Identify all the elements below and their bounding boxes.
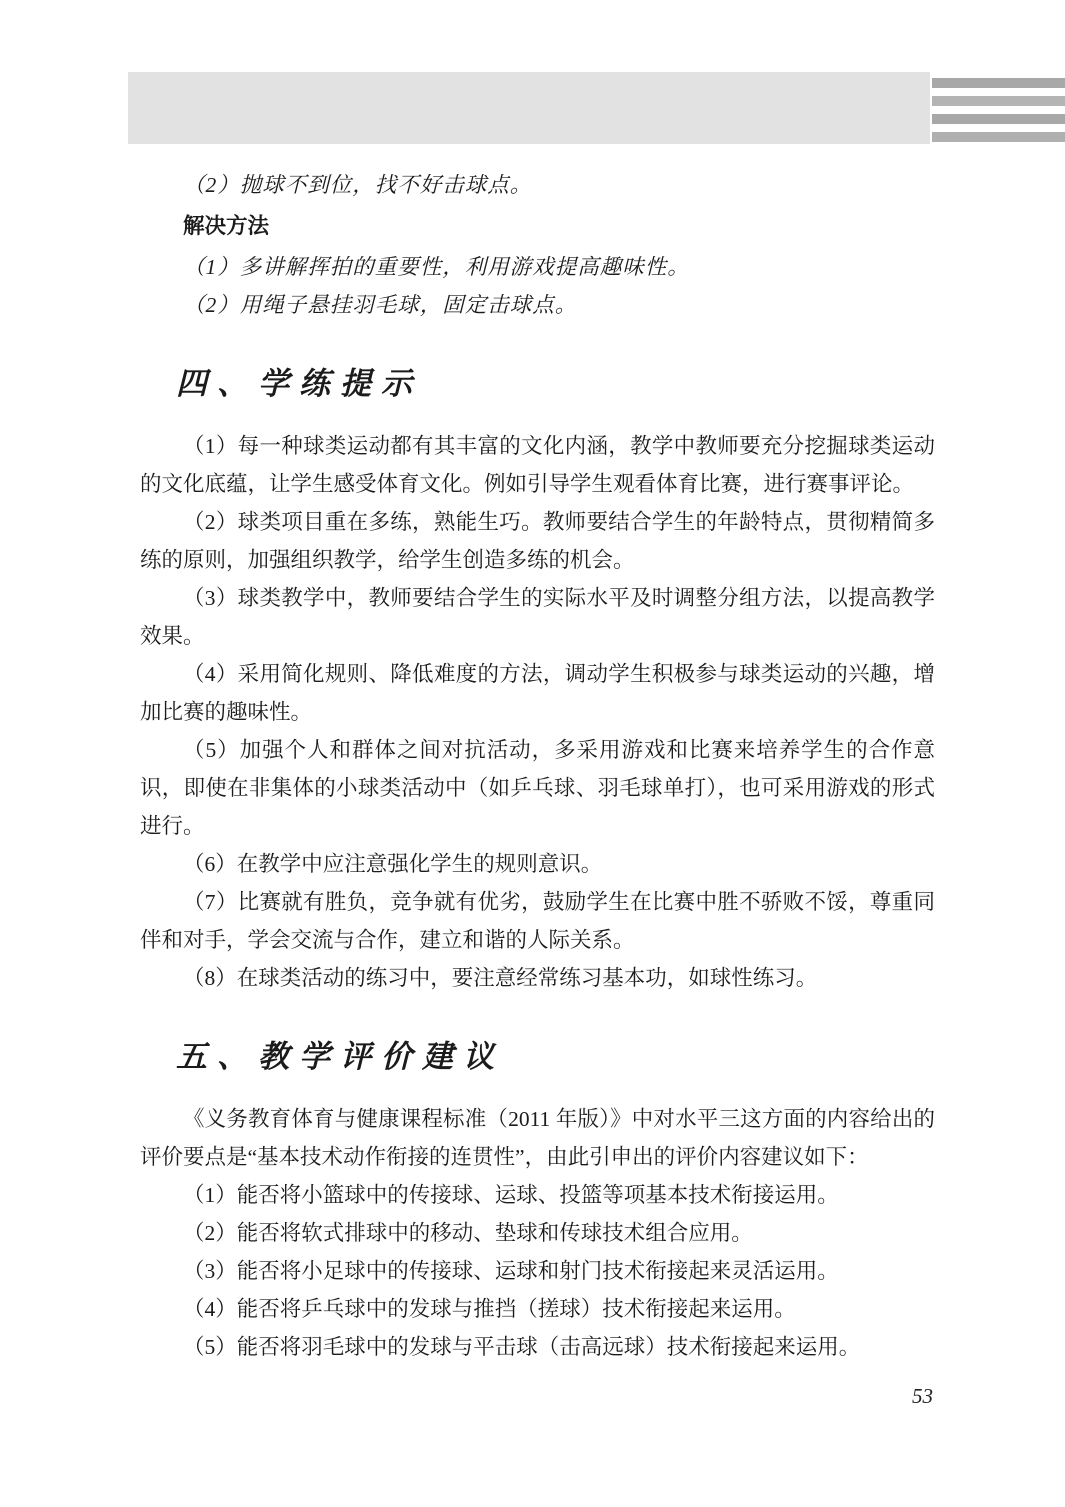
paragraph: （7）比赛就有胜负，竞争就有优劣，鼓励学生在比赛中胜不骄败不馁，尊重同伴和对手，学会交流与合作，建立和谐的人际关系。 — [140, 890, 935, 952]
stripe-line — [932, 96, 1065, 106]
list-item: （5）能否将羽毛球中的发球与平击球（击高远球）技术衔接起来运用。 — [183, 1335, 861, 1359]
paragraph: （2）球类项目重在多练，熟能生巧。教师要结合学生的年龄特点，贯彻精简多练的原则，加强组织教学，给学生创造多练的机会。 — [140, 510, 935, 572]
paragraph: （8）在球类活动的练习中，要注意经常练习基本功，如球性练习。 — [183, 966, 818, 990]
solution-item: （2）用绳子悬挂羽毛球，固定击球点。 — [183, 293, 578, 317]
header-stripes-decoration — [932, 78, 1065, 150]
stripe-line — [932, 132, 1065, 142]
stripe-line — [932, 114, 1065, 124]
paragraph: 《义务教育体育与健康课程标准（2011 年版）》中对水平三这方面的内容给出的评价要点是“基本技术动作衔接的连贯性”，由此引申出的评价内容建议如下： — [140, 1107, 935, 1169]
paragraph: （6）在教学中应注意强化学生的规则意识。 — [183, 852, 603, 876]
page-content — [140, 166, 935, 1366]
solution-label: 解决方法 — [183, 214, 270, 238]
problem-item: （2）抛球不到位，找不好击球点。 — [183, 173, 533, 197]
list-item: （2）能否将软式排球中的移动、垫球和传球技术组合应用。 — [183, 1221, 753, 1245]
solution-item: （1）多讲解挥拍的重要性，利用游戏提高趣味性。 — [183, 255, 690, 279]
paragraph: （4）采用简化规则、降低难度的方法，调动学生积极参与球类运动的兴趣，增加比赛的趣味性。 — [140, 662, 935, 724]
list-item: （4）能否将乒乓球中的发球与推挡（搓球）技术衔接起来运用。 — [183, 1297, 796, 1321]
paragraph: （1）每一种球类运动都有其丰富的文化内涵，教学中教师要充分挖掘球类运动的文化底蕴，让学生感受体育文化。例如引导学生观看体育比赛，进行赛事评论。 — [140, 434, 935, 496]
stripe-line — [932, 78, 1065, 88]
header-band — [128, 72, 930, 144]
section-heading-practice-tips: 四、学练提示 — [176, 366, 422, 401]
paragraph: （5）加强个人和群体之间对抗活动，多采用游戏和比赛来培养学生的合作意识，即使在非集体的小球类活动中（如乒乓球、羽毛球单打），也可采用游戏的形式进行。 — [140, 738, 935, 838]
section-heading-evaluation-suggestions: 五、教学评价建议 — [176, 1039, 504, 1074]
page-number: 53 — [912, 1384, 933, 1408]
list-item: （1）能否将小篮球中的传接球、运球、投篮等项基本技术衔接运用。 — [183, 1183, 839, 1207]
paragraph: （3）球类教学中，教师要结合学生的实际水平及时调整分组方法，以提高教学效果。 — [140, 586, 935, 648]
list-item: （3）能否将小足球中的传接球、运球和射门技术衔接起来灵活运用。 — [183, 1259, 839, 1283]
